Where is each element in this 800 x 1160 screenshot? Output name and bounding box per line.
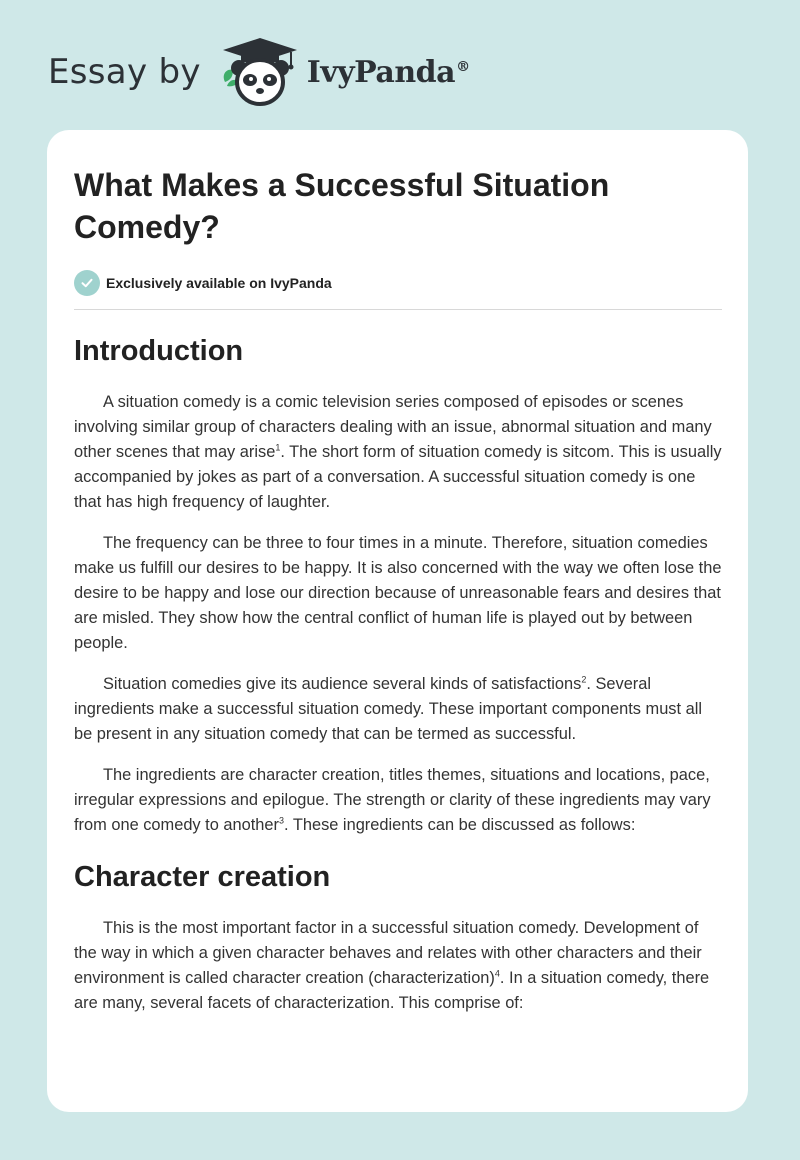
panda-logo-icon xyxy=(219,36,301,108)
brand-header xyxy=(48,36,470,108)
exclusive-badge xyxy=(74,270,722,296)
section-heading-introduction: Introduction xyxy=(74,335,244,367)
footnote-ref[interactable]: 4 xyxy=(494,968,500,979)
brand-prefix: Essay by xyxy=(48,52,201,92)
footnote-ref[interactable]: 1 xyxy=(275,442,281,453)
paragraph: A situation comedy is a comic television series composed of episodes or scenes involving similar group of characters dealing with an issue, abnormal situation and many other scenes that may arise$^1$. The short form of situation comedy is sitcom. This is usually accompanied by jokes as part of a conversation. A successful situation comedy is one that has high frequency of laughter. xyxy=(74,393,722,511)
footnote-ref[interactable]: 3 xyxy=(279,815,285,826)
paragraph: Situation comedies give its audience several kinds of satisfactions$^2$. Several ingredients make a successful situation comedy. These important components must all be present in any situation comedy that can be termed as successful. xyxy=(74,674,703,743)
essay-card xyxy=(47,130,748,1112)
footnote-ref[interactable]: 2 xyxy=(581,674,587,685)
divider xyxy=(74,309,722,310)
paragraph: The ingredients are character creation, titles themes, situations and locations, pace, irregular expressions and epilogue. The strength or clarity of these ingredients may vary from one comedy to another$^3$. These ingredients can be discussed as follows: xyxy=(74,766,711,834)
badge-text: Exclusively available on IvyPanda xyxy=(106,275,332,291)
paragraph: This is the most important factor in a successful situation comedy. Development of the way in which a given character behaves and relates with other characters and their environment is called character creation (characterization)$^4$. In a situation comedy, there are many, several facets of characterization. This comprise of: xyxy=(74,919,710,1012)
brand-name: IvyPanda® xyxy=(306,54,470,90)
check-icon xyxy=(74,270,100,296)
paragraph: The frequency can be three to four times in a minute. Therefore, situation comedies make us fulfill our desires to be happy. It is also concerned with the way we often lose the desire to be happy and lose our direction because of unreasonable fears and desires that are misled. They show how the central conflict of human life is played out by between people. xyxy=(74,534,722,652)
section-heading-character-creation: Character creation xyxy=(74,861,331,893)
essay-title: What Makes a Successful Situation Comedy? xyxy=(74,167,610,245)
